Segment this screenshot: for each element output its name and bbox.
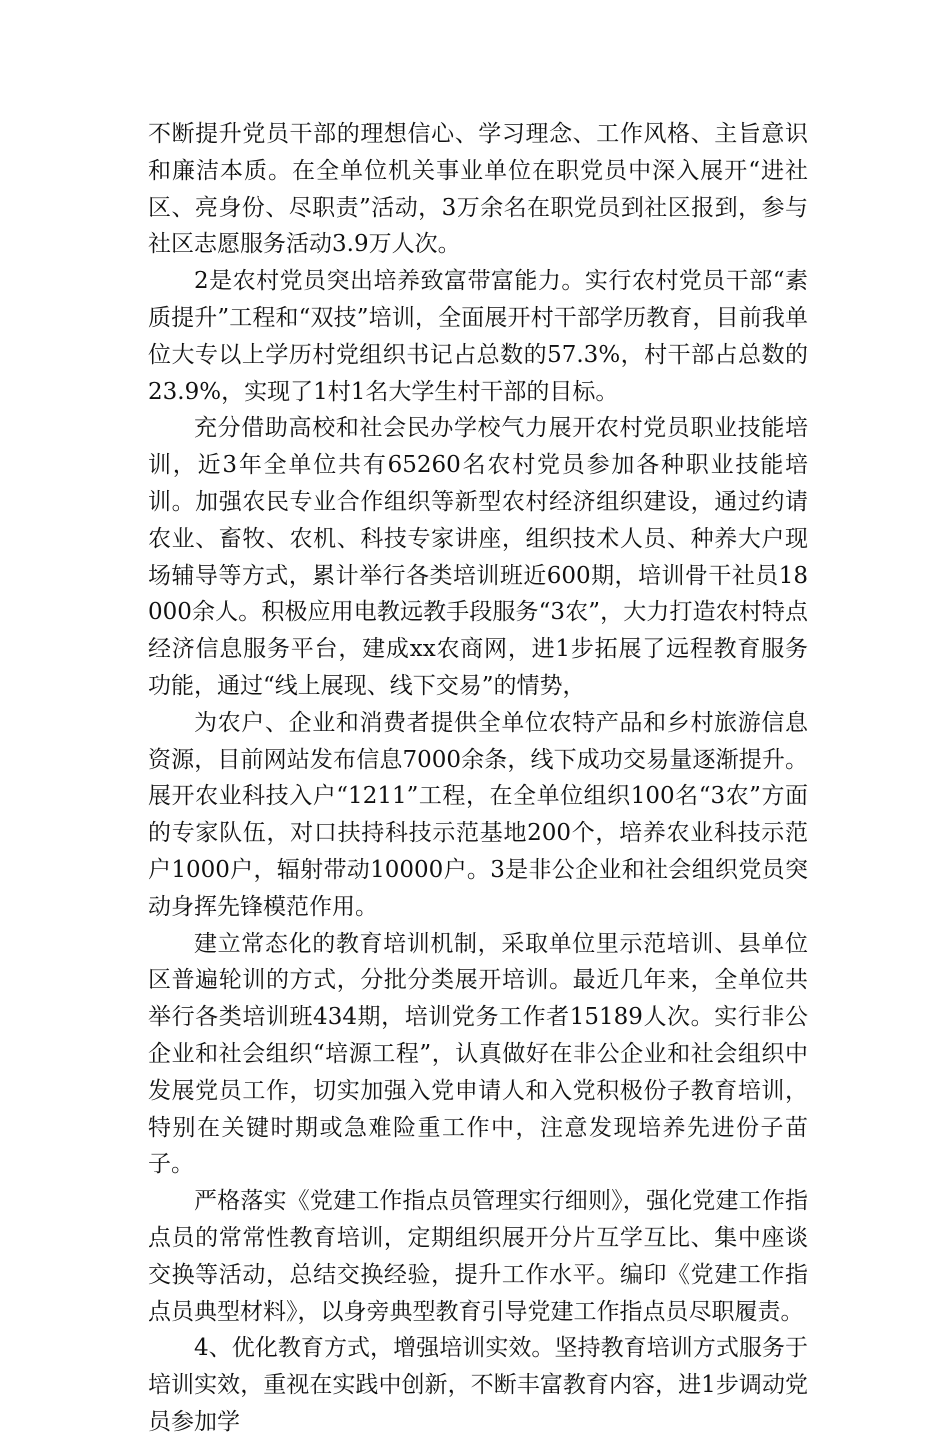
paragraph-7: 4、优化教育方式，增强培训实效。坚持教育培训方式服务于培训实效，重视在实践中创新，不断丰富教育内容，进1步调动党员参加学 [148,1335,808,1435]
paragraph-2: 2是农村党员突出培养致富带富能力。实行农村党员干部“素质提升”工程和“双技”培训，全面展开村干部学历教育，目前我单位大专以上学历村党组织书记占总数的57.3%，村干部占总数的23.9%，实现了1村1名大学生村干部的目标。 [148,268,808,405]
paragraph-4: 为农户、企业和消费者提供全单位农特产品和乡村旅游信息资源，目前网站发布信息7000余条，线下成功交易量逐渐提升。展开农业科技入户“1211”工程，在全单位组织100名“3农”方面的专家队伍，对口扶持科技示范基地200个，培养农业科技示范户1000户，辐射带动10000户。3是非公企业和社会组织党员突动身挥先锋模范作用。 [148,709,808,920]
document-body [148,116,808,1441]
paragraph-5: 建立常态化的教育培训机制，采取单位里示范培训、县单位区普遍轮训的方式，分批分类展开培训。最近几年来，全单位共举行各类培训班434期，培训党务工作者15189人次。实行非公企业和社会组织“培源工程”，认真做好在非公企业和社会组织中发展党员工作，切实加强入党申请人和入党积极份子教育培训，特别在关键时期或急难险重工作中，注意发现培养先进份子苗子。 [148,930,808,1178]
paragraph-3: 充分借助高校和社会民办学校气力展开农村党员职业技能培训，近3年全单位共有65260名农村党员参加各种职业技能培训。加强农民专业合作组织等新型农村经济组织建设，通过约请农业、畜牧、农机、科技专家讲座，组织技术人员、种养大户现场辅导等方式，累计举行各类培训班近600期，培训骨干社员18000余人。积极应用电教远教手段服务“3农”，大力打造农村特点经济信息服务平台，建成xx农商网，进1步拓展了远程教育服务功能，通过“线上展现、线下交易”的情势， [148,415,808,699]
paragraph-6: 严格落实《党建工作指点员管理实行细则》，强化党建工作指点员的常常性教育培训，定期组织展开分片互学互比、集中座谈交换等活动，总结交换经验，提升工作水平。编印《党建工作指点员典型材料》，以身旁典型教育引导党建工作指点员尽职履责。 [148,1188,808,1325]
paragraph-1: 不断提升党员干部的理想信心、学习理念、工作风格、主旨意识和廉洁本质。在全单位机关事业单位在职党员中深入展开“进社区、亮身份、尽职责”活动，3万余名在职党员到社区报到，参与社区志愿服务活动3.9万人次。 [148,121,808,258]
